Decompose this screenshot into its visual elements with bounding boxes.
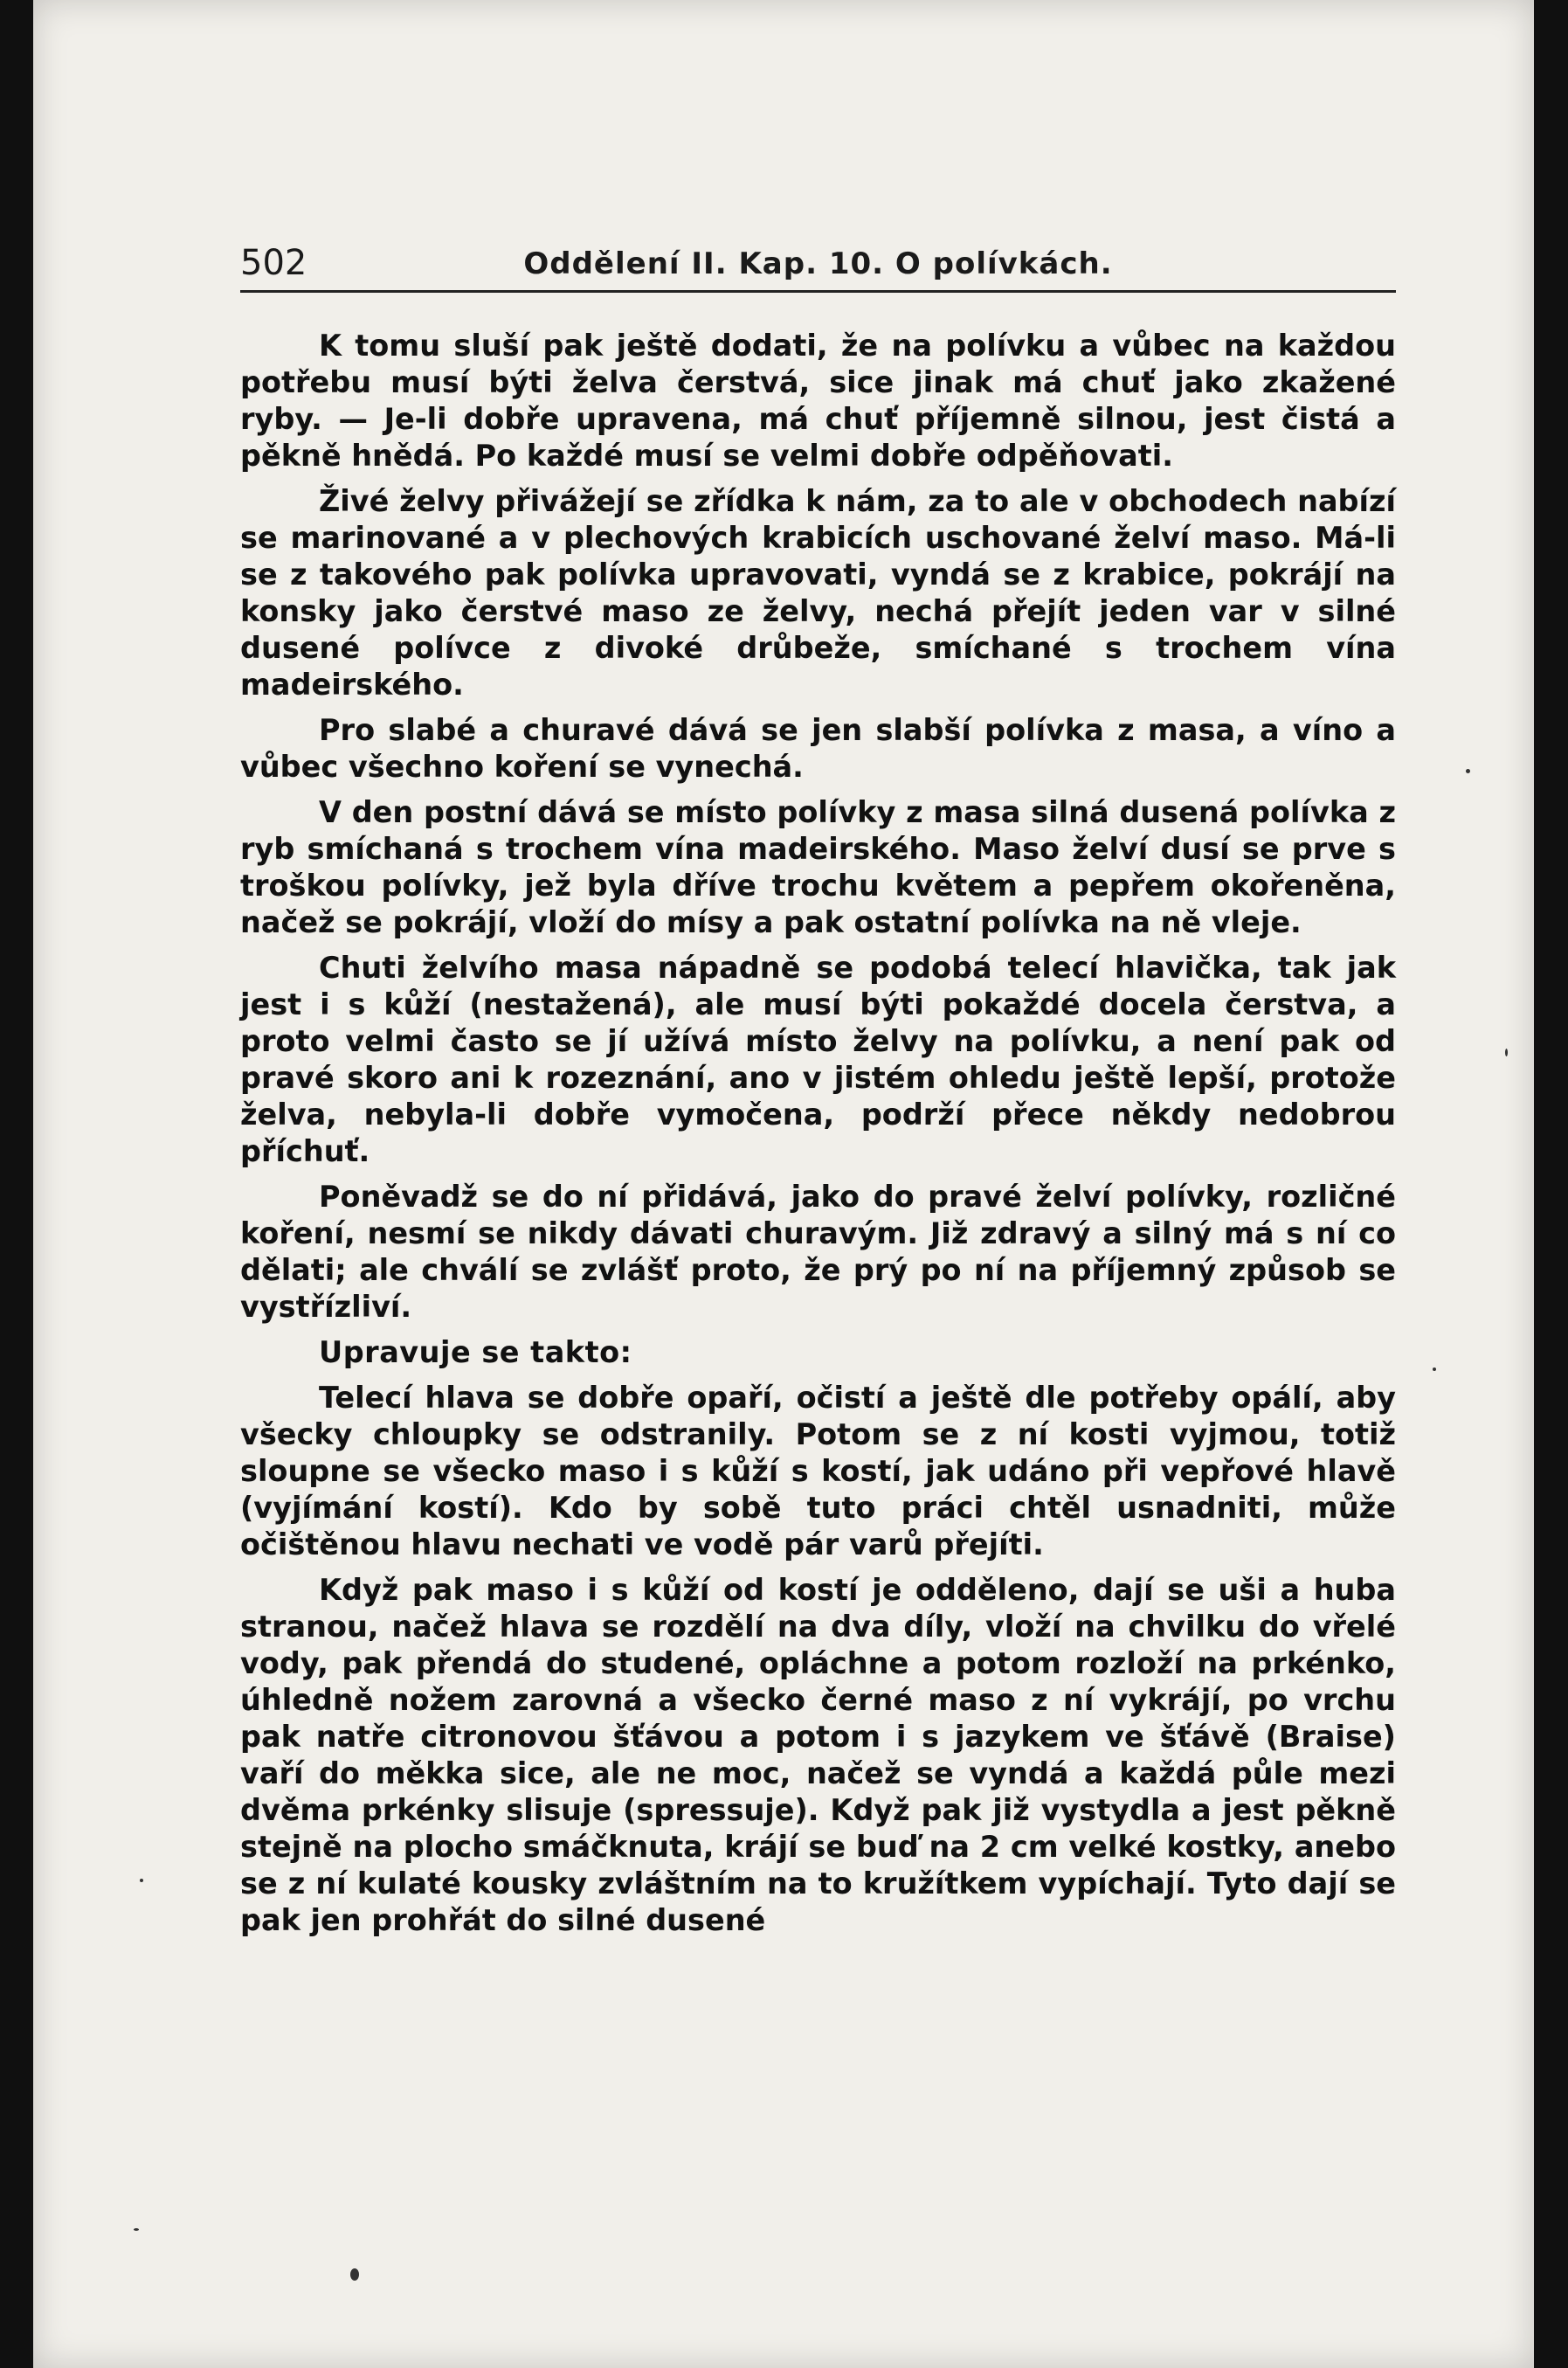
- paragraph: Telecí hlava se dobře opaří, očistí a ještě dle potřeby opálí, aby všecky chloupky se odstranily. Potom se z ní kosti vyjmou, totiž sloupne se všecko maso i s kůží s kostí, jak udáno při vepřové hlavě (vyjímání kostí). Kdo by sobě tuto práci chtěl usnadniti, může očištěnou hlavu nechati ve vodě pár varů přejíti.: [240, 1381, 1396, 1561]
- paragraph: Když pak maso i s kůží od kostí je odděleno, dají se uši a huba stranou, načež hlava se rozdělí na dva díly, vloží na chvilku do vřelé vody, pak přendá do studené, opláchne a potom rozloží na prkénko, úhledně nožem zarovná a všecko černé maso z ní vykrájí, po vrchu pak natře citronovou šťávou a potom i s jazykem ve šťávě (Braise) vaří do měkka sice, ale ne moc, načež se vyndá a každá půle mezi dvěma prkénky slisuje (spressuje). Když pak již vystydla a jest pěkně stejně na plocho smáčknuta, krájí se buď na 2 cm velké kostky, anebo se z ní kulaté kousky zvláštním na to kružítkem vypíchají. Tyto dají se pak jen prohřát do silné dusené: [240, 1573, 1396, 1937]
- paragraph: Chuti želvího masa nápadně se podobá telecí hlavička, tak jak jest i s kůží (nestažená), ale musí býti pokaždé docela čerstva, a proto velmi často se jí užívá místo želvy na polívku, a není pak od pravé skoro ani k rozeznání, ano v jistém ohledu ještě lepší, protože želva, nebyla-li dobře vymočena, podrží přece někdy nedobrou příchuť.: [240, 951, 1396, 1168]
- body-text: [240, 328, 1396, 1939]
- paragraph: Upravuje se takto:: [319, 1335, 632, 1369]
- running-header: [240, 238, 1396, 293]
- paragraph: K tomu sluší pak ještě dodati, že na polívku a vůbec na každou potřebu musí býti želva čerstvá, sice jinak má chuť jako zkažené ryby. — Je-li dobře upravena, má chuť příjemně silnou, jest čistá a pěkně hnědá. Po každé musí se velmi dobře odpěňovati.: [240, 329, 1396, 473]
- page-number: 502: [240, 243, 307, 283]
- paragraph: V den postní dává se místo polívky z masa silná dusená polívka z ryb smíchaná s trochem vína madeirského. Maso želví dusí se prve s troškou polívky, jež byla dříve trochu květem a pepřem okořeněna, načež se pokrájí, vloží do mísy a pak ostatní polívka na ně vleje.: [240, 795, 1396, 939]
- running-title: Oddělení II. Kap. 10. O polívkách.: [523, 246, 1113, 281]
- paragraph: Poněvadž se do ní přidává, jako do pravé želví polívky, rozličné koření, nesmí se nikdy dávati churavým. Již zdravý a silný má s ní co dělati; ale chválí se zvlášť proto, že prý po ní na příjemný způsob se vystřízliví.: [240, 1180, 1396, 1324]
- book-page: [33, 0, 1534, 2368]
- paragraph: Pro slabé a churavé dává se jen slabší polívka z masa, a víno a vůbec všechno koření se vynechá.: [240, 713, 1396, 784]
- paragraph: Živé želvy přivážejí se zřídka k nám, za to ale v obchodech nabízí se marinované a v plechových krabicích uschované želví maso. Má-li se z takového pak polívka upravovati, vyndá se z krabice, pokrájí na konsky jako čerstvé maso ze želvy, nechá přejít jeden var v silné dusené polívce z divoké drůbeže, smíchané s trochem vína madeirského.: [240, 484, 1396, 702]
